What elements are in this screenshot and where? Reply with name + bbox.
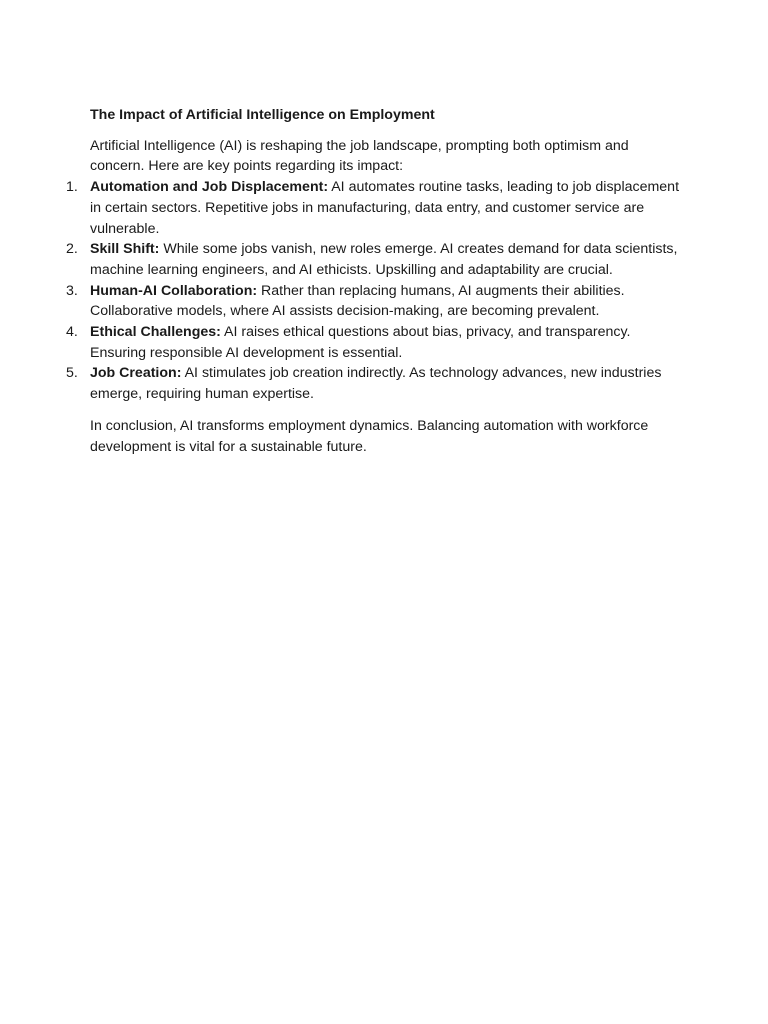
list-item [66,239,680,280]
key-points-list [66,177,680,405]
list-item [66,363,680,404]
list-item-term: Skill Shift: [90,241,160,258]
intro-paragraph: Artificial Intelligence (AI) is reshaping the job landscape, prompting both optimism and concern. Here are key points regarding its impact: [90,137,629,175]
list-item-term: Automation and Job Displacement: [90,179,329,196]
document-title: The Impact of Artificial Intelligence on Employment [90,107,435,123]
list-item-term: Human-AI Collaboration: [90,282,258,299]
list-item-text: AI raises ethical questions about bias, privacy, and transparency. Ensuring responsible AI development is essential. [90,324,631,361]
list-item [66,281,680,322]
document-body [66,105,680,457]
list-item-term: Ethical Challenges: [90,324,221,341]
list-item [66,322,680,363]
list-item-text: While some jobs vanish, new roles emerge. AI creates demand for data scientists, machine learning engineers, and AI ethicists. Upskilling and adaptability are crucial. [90,241,678,278]
list-item-number: 1. [66,179,78,196]
list-item-number: 2. [66,241,78,258]
list-item-term: Job Creation: [90,365,182,382]
list-item-text: Rather than replacing humans, AI augments their abilities. Collaborative models, where AI assists decision-making, are becoming prevalent. [90,282,625,320]
list-item-number: 3. [66,282,78,299]
list-item [66,177,680,239]
list-item-number: 4. [66,324,78,341]
conclusion-paragraph: In conclusion, AI transforms employment dynamics. Balancing automation with workforce development is vital for a sustainable future. [90,417,649,455]
list-item-number: 5. [66,365,78,382]
list-item-text: AI automates routine tasks, leading to job displacement in certain sectors. Repetitive jobs in manufacturing, data entry, and customer service are vulnerable. [90,179,680,237]
list-item-text: AI stimulates job creation indirectly. As technology advances, new industries emerge, requiring human expertise. [90,365,662,403]
